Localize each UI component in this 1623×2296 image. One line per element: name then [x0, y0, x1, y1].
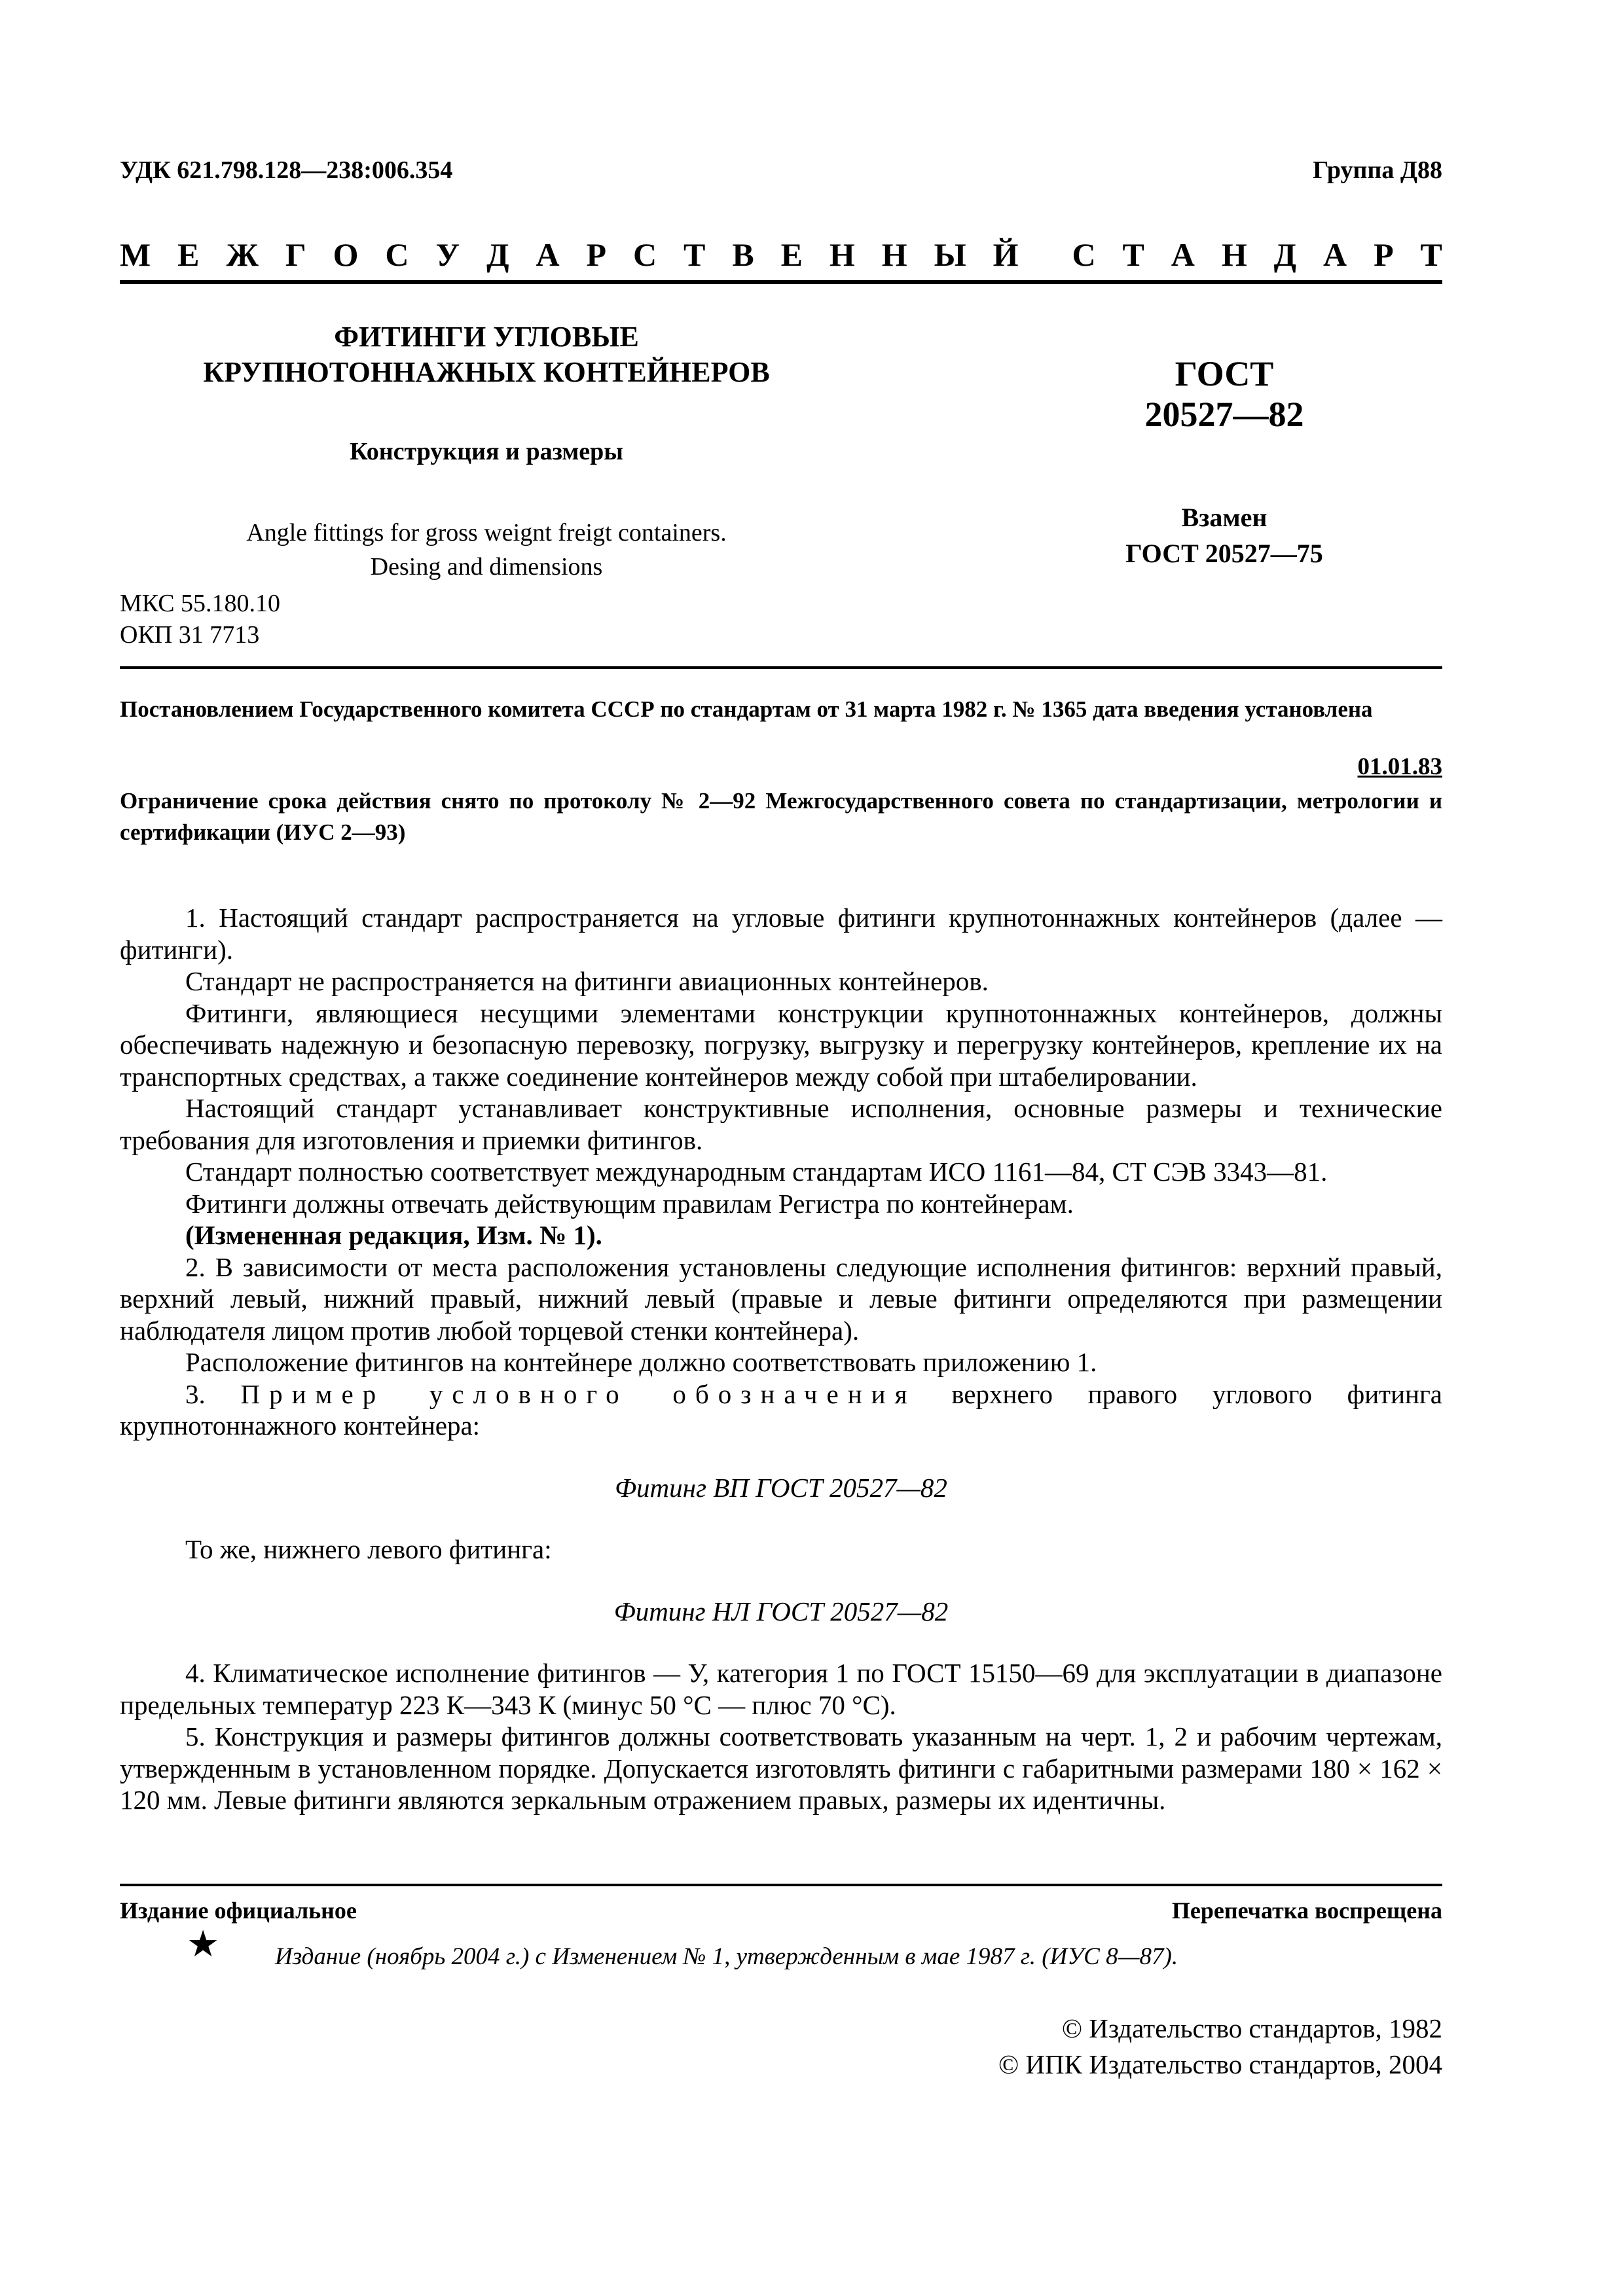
header-rule	[120, 666, 1442, 669]
okp-code: ОКП 31 7713	[120, 621, 260, 649]
gost-number: 20527—82	[1144, 395, 1304, 434]
banner-letter: Г	[285, 236, 306, 273]
decree-text: Постановлением Государственного комитета СССР по стандартам от 31 марта 1982 г. № 1365 дата введения установлена	[120, 696, 1373, 722]
banner-letter: Е	[177, 236, 200, 273]
example-heading: Пример условного обозначения	[240, 1378, 917, 1409]
edition-note: Издание (ноябрь 2004 г.) с Изменением № 1, утвержденным в мае 1987 г. (ИУС 8—87).	[275, 1943, 1178, 1970]
star-icon: ★	[187, 1924, 220, 1965]
banner-letter: У	[435, 236, 460, 273]
title-line-2: КРУПНОТОННАЖНЫХ КОНТЕЙНЕРОВ	[203, 356, 770, 388]
banner-letter: А	[1323, 236, 1347, 273]
banner-letter: С	[1072, 236, 1096, 273]
paragraph-10-rest: верхнего правого углового фитинга крупнотоннажного контейнера:	[120, 1378, 1442, 1441]
official-edition: Издание официальное	[120, 1897, 357, 1924]
banner-letter: М	[120, 236, 151, 273]
replace-label: Взамен	[1181, 503, 1267, 532]
reprint-notice: Перепечатка воспрещена	[1171, 1897, 1442, 1924]
paragraph-11: То же, нижнего левого фитинга:	[185, 1534, 552, 1564]
paragraph-2: Стандарт не распространяется на фитинги авиационных контейнеров.	[185, 966, 989, 996]
paragraph-9: Расположение фитингов на контейнере должно соответствовать приложению 1.	[185, 1347, 1097, 1377]
subtitle: Конструкция и размеры	[350, 438, 623, 465]
gost-block	[1008, 353, 1440, 572]
banner-letter: Р	[1374, 236, 1394, 273]
banner-letter: Т	[684, 236, 706, 273]
group-code: Группа Д88	[1313, 156, 1442, 184]
banner-letter: Ж	[226, 236, 259, 273]
banner-letter: А	[536, 236, 560, 273]
banner-letter: Е	[780, 236, 803, 273]
banner-letter: О	[333, 236, 359, 273]
copyright-1982: © Издательство стандартов, 1982	[1061, 2013, 1442, 2043]
english-title	[120, 516, 853, 584]
introduction-date: 01.01.83	[1357, 753, 1442, 780]
limit-note: Ограничение срока действия снято по протоколу № 2—92 Межгосударственного совета по стандартизации, метрологии и сертификации (ИУС 2—93)	[120, 788, 1442, 845]
banner-letter: Ы	[934, 236, 966, 273]
gost-label: ГОСТ	[1175, 354, 1274, 393]
document-body	[120, 902, 1442, 1816]
banner-letter: С	[632, 236, 657, 273]
paragraph-10	[120, 1378, 1442, 1442]
example-designation-2: Фитинг НЛ ГОСТ 20527—82	[613, 1596, 949, 1626]
paragraph-3: Фитинги, являющиеся несущими элементами конструкции крупнотоннажных контейнеров, должны обеспечивать надежную и безопасную перевозку, погрузку, выгрузку и перегрузку контейнеров, крепление их на транспортных средствах, а также соединение контейнеров между собой при штабелировании.	[120, 997, 1442, 1092]
footer-rule	[120, 1884, 1442, 1886]
english-title-line-2: Desing and dimensions	[370, 553, 603, 581]
udk-code: УДК 621.798.128—238:006.354	[120, 156, 453, 184]
banner-letter: А	[1171, 236, 1195, 273]
paragraph-5: Стандарт полностью соответствует международным стандартам ИСО 1161—84, СТ СЭВ 3343—81.	[185, 1157, 1328, 1187]
standard-banner	[120, 236, 1442, 274]
banner-letter: Н	[829, 236, 855, 273]
banner-letter: Й	[993, 236, 1019, 273]
banner-letter: С	[385, 236, 409, 273]
banner-letter: Р	[586, 236, 607, 273]
banner-letter: Д	[486, 236, 509, 273]
banner-letter: Н	[881, 236, 907, 273]
paragraph-1: 1. Настоящий стандарт распространяется на угловые фитинги крупнотоннажных контейнеров (далее — фитинги).	[120, 903, 1442, 965]
paragraph-4: Настоящий стандарт устанавливает конструктивные исполнения, основные размеры и технические требования для изготовления и приемки фитингов.	[120, 1093, 1442, 1155]
paragraph-12: 4. Климатическое исполнение фитингов — У, категория 1 по ГОСТ 15150—69 для эксплуатации в диапазоне предельных температур 223 К—343 К (минус 50 °С — плюс 70 °С).	[120, 1658, 1442, 1720]
banner-letter: Н	[1221, 236, 1247, 273]
banner-letter: Т	[1122, 236, 1144, 273]
title-block	[120, 319, 853, 584]
mks-code: МКС 55.180.10	[120, 590, 281, 617]
replaced-gost: ГОСТ 20527—75	[1125, 539, 1323, 568]
banner-letter: Д	[1273, 236, 1297, 273]
copyright-2004: © ИПК Издательство стандартов, 2004	[998, 2049, 1442, 2079]
amendment-note: (Измененная редакция, Изм. № 1).	[185, 1220, 602, 1250]
paragraph-6: Фитинги должны отвечать действующим правилам Регистра по контейнерам.	[185, 1188, 1074, 1219]
classification-codes	[120, 588, 280, 651]
paragraph-8: 2. В зависимости от места расположения установлены следующие исполнения фитингов: верхний правый, верхний левый, нижний правый, нижний левый (правые и левые фитинги определяются при размещении наблюдателя лицом против любой торцевой стенки контейнера).	[120, 1251, 1442, 1346]
title-line-1: ФИТИНГИ УГЛОВЫЕ	[334, 321, 639, 353]
banner-letter: В	[732, 236, 754, 273]
paragraph-10-number: 3.	[185, 1378, 206, 1409]
banner-letter: Т	[1420, 236, 1442, 273]
example-designation-1: Фитинг ВП ГОСТ 20527—82	[615, 1472, 947, 1503]
banner-rule	[120, 280, 1442, 284]
english-title-line-1: Angle fittings for gross weignt freigt containers.	[246, 519, 727, 547]
paragraph-13: 5. Конструкция и размеры фитингов должны соответствовать указанным на черт. 1, 2 и рабочим чертежам, утвержденным в установленном порядке. Допускается изготовлять фитинги с габаритными размерами 180 × 162 × 120 мм. Левые фитинги являются зеркальным отражением правых, размеры их идентичны.	[120, 1721, 1442, 1815]
